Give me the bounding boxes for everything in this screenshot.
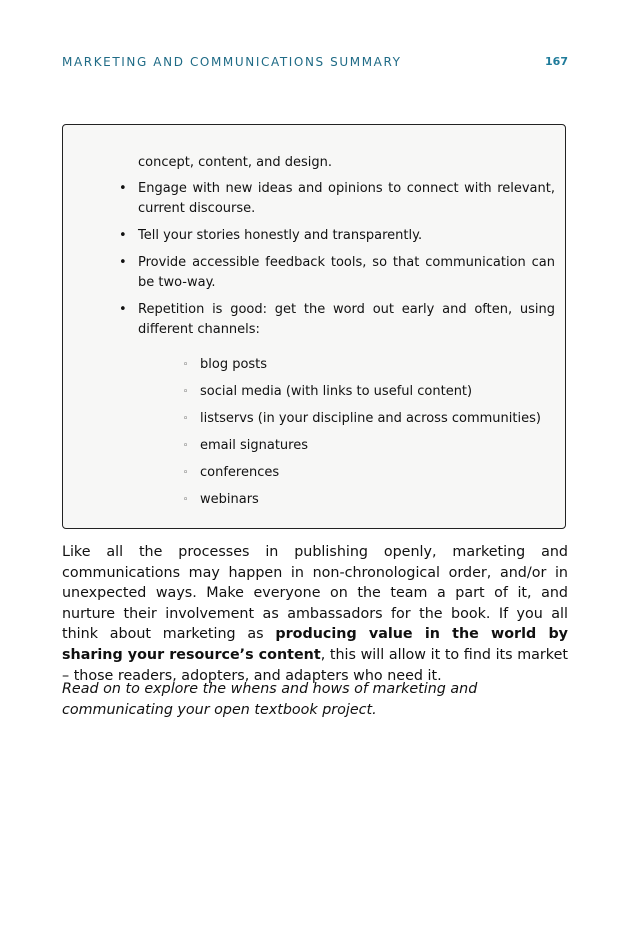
circle-bullet-icon: ◦: [183, 387, 189, 397]
circle-bullet-icon: ◦: [183, 360, 189, 370]
sub-list-item: ◦ email signatures: [183, 436, 541, 463]
list-item: • Repetition is good: get the word out early and often, using different channels:: [119, 302, 555, 337]
bullet-icon: •: [119, 302, 127, 317]
running-header: [62, 55, 568, 71]
chapter-title: MARKETING AND COMMUNICATIONS SUMMARY: [62, 55, 402, 69]
summary-box: [62, 124, 566, 529]
bullet-list: [119, 179, 555, 347]
emphasis-text: producing value in the world by sharing your resource’s content: [62, 626, 568, 663]
list-item: • Engage with new ideas and opinions to connect with relevant, current discourse.: [119, 181, 555, 216]
continued-text: concept, content, and design.: [138, 155, 332, 170]
list-item: • Tell your stories honestly and transparently.: [119, 226, 555, 246]
circle-bullet-icon: ◦: [183, 414, 189, 424]
page-number: 167: [545, 55, 568, 68]
circle-bullet-icon: ◦: [183, 468, 189, 478]
sub-list-item: ◦ blog posts: [183, 355, 541, 382]
channel-list: [183, 355, 541, 517]
closing-paragraph: Read on to explore the whens and hows of marketing and communicating your open textbook project.: [62, 681, 478, 718]
list-item: • Provide accessible feedback tools, so that communication can be two-way.: [119, 255, 555, 290]
body-paragraph: Like all the processes in publishing openly, marketing and communications may happen in non-chronological order, and/or in unexpected ways. Make everyone on the team a part of it, and nurture their involvement as ambassadors for the book. If you all think about marketing as producing value in the world by sharing your resource’s content, this will allow it to find its market – those readers, adopters, and adapters who need it.: [62, 544, 568, 684]
bullet-icon: •: [119, 228, 127, 243]
sub-list-item: ◦ social media (with links to useful content): [183, 382, 541, 409]
sub-list-item: ◦ listservs (in your discipline and across communities): [183, 409, 541, 436]
circle-bullet-icon: ◦: [183, 441, 189, 451]
sub-list-item: ◦ webinars: [183, 490, 541, 517]
bullet-icon: •: [119, 255, 127, 270]
sub-list-item: ◦ conferences: [183, 463, 541, 490]
bullet-icon: •: [119, 181, 127, 196]
circle-bullet-icon: ◦: [183, 495, 189, 505]
